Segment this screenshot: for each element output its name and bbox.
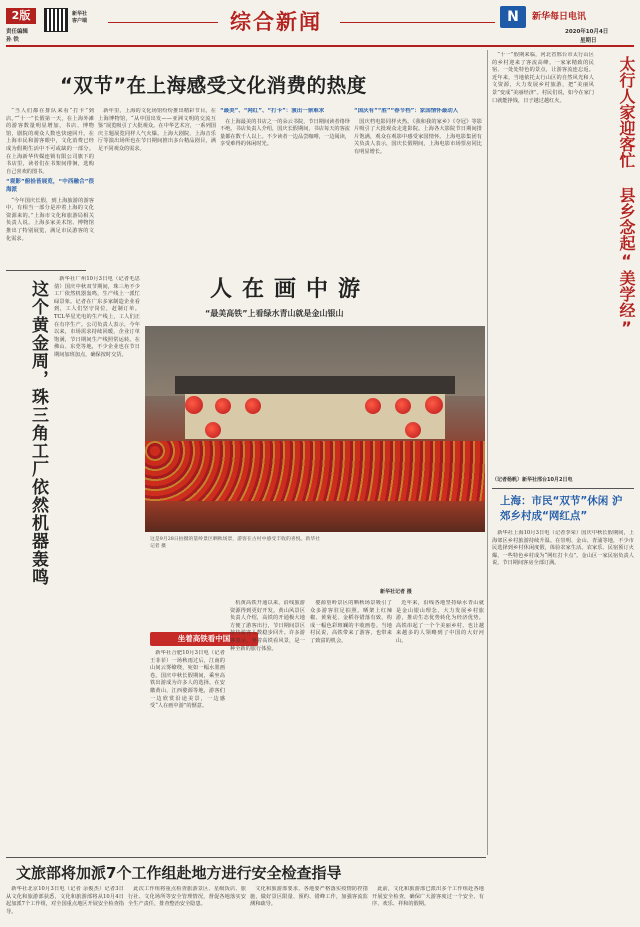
left-sidebar-rule xyxy=(6,270,86,271)
lantern-8 xyxy=(405,422,421,438)
feature-col-1 xyxy=(150,650,225,855)
left-sidebar-body xyxy=(54,276,140,856)
page-number: 2版 xyxy=(11,9,31,22)
lead-col-2-p1: 新年里，上海的文化场馆纷纷推出精彩节目。在上海博物馆，“从中国出发——亚洲文明的交流互鉴”展览吸引了大批观众。在中华艺术宫，一系列国庆主题展览同样人气火爆。上海大剧院、上海音乐厅等演出场所也在节日期间推出多台精品剧目，满足不同观众的需求。 xyxy=(98,108,216,152)
lead-col-2 xyxy=(98,108,216,268)
lantern-6 xyxy=(425,396,443,414)
lantern-7 xyxy=(205,422,221,438)
bottom-col-2 xyxy=(128,886,246,924)
feature-banner-label: 坐着高铁看中国 xyxy=(177,634,231,643)
lead-col-1-p2: “今年国庆长假，到上海旅游的游客中，有相当一部分是冲着上海的文化资源来的。”上海市文化和旅游局相关负责人说。上海多家美术馆、博物馆推出了特别展览，满足市民游客的文化需求。 xyxy=(6,197,94,242)
feature-col-3 xyxy=(310,600,392,855)
feature-photo-credit: 新华社记者 摄 xyxy=(380,589,412,595)
feature-subtitle: “最美高铁”上看绿水青山就是金山银山 xyxy=(205,309,344,318)
lantern-2 xyxy=(215,398,231,414)
lantern-5 xyxy=(395,398,411,414)
feature-col-2 xyxy=(230,600,305,855)
lantern-3 xyxy=(245,398,261,414)
lead-col-1 xyxy=(6,108,94,268)
logo-mark: N xyxy=(507,9,519,25)
right-sub-body xyxy=(492,530,634,855)
lead-col-1-p1: “当人们都在排队来看“打卡”到店。”“十一”长假第一天，在上海外滩的游客数量明显增加，书店、博物馆、剧院的观众人数也快速回升。在上海市民和游客眼中，文化消费已经成为假期生活中不可或缺的一部分。在上海新华传媒连锁有限公司旗下的书店里，读者们在书架间徘徊，选购自己喜欢的图书。 xyxy=(6,108,94,175)
right-column-credit: （记者杨帆）新华社邢台10月2日电 xyxy=(492,477,573,483)
lead-headline: “双节”在上海感受文化消费的热度 xyxy=(60,74,367,97)
bottom-col-3 xyxy=(250,886,368,924)
qr-caption: 新华社 客户端 xyxy=(72,11,88,24)
issue-weekday: 星期日 xyxy=(580,38,597,44)
lantern-1 xyxy=(185,396,203,414)
section-title: 综合新闻 xyxy=(230,10,322,34)
lead-subhead-1: “观影”俯拾皆展览，“中西融合”很海派 xyxy=(6,179,94,193)
feature-photo[interactable] xyxy=(145,326,485,532)
qr-code-icon[interactable] xyxy=(44,8,68,32)
lead-col-4-p1: 国庆档电影同样火热。《我和我的家乡》《夺冠》等影片吸引了大批观众走进影院。上海各大影院节日期间排片饱满，观众在观影中感受家国情怀。上海电影集团有关负责人表示，国庆长假期间，上海电影市场票房同比有明显增长。 xyxy=(354,118,482,155)
photo-foreground xyxy=(145,501,485,532)
lead-subhead-4: “国庆有”“胜”“春节档”：家国情怀最动人 xyxy=(354,108,459,114)
right-sub-body-text: 新华社上海10月3日电（记者李荣）国庆中秋长假期间，上海郊区乡村旅游持续升温。在崇明、金山、青浦等地，不少市民选择到乡村休闲度假，体验农家生活。农家乐、民宿预订火爆，一些特色乡村成为“网红打卡点”。金山区一家民宿负责人说，节日期间客房全部订满。 xyxy=(492,530,634,567)
right-column-rule xyxy=(492,488,634,489)
feature-col-3-text: 婺源篁岭景区的晒秋场景吸引了众多游客驻足拍照。晒架上红辣椒、黄菊花、金稻谷错落有致，构成一幅色彩斑斓的丰收画卷。当地村民说，高铁带来了游客，也带来了致富的机会。 xyxy=(310,600,392,644)
paper-name: 新华每日电讯 xyxy=(532,12,587,22)
photo-roof xyxy=(175,376,455,394)
bottom-col-2-text: 此次工作组将重点检查旅游景区、星级饭店、旅行社、文化场所等安全管理情况，督促各地落实安全生产责任，排查整治安全隐患。 xyxy=(128,886,246,908)
feature-col-4 xyxy=(396,600,484,855)
left-sidebar-body-text: 新华社广州10月3日电（记者毛思倩）国庆中秋双节期间，珠三角不少工厂依然机器轰鸣，生产线上一派忙碌景象。记者在广东多家制造企业看到，工人们坚守岗位，赶制订单。TCL华星光电的生产线上，工人们正在有序生产。公司负责人表示，今年以来，市场需求持续回暖，企业订单饱满，节日期间生产线照常运转。在佛山、东莞等地，不少企业也在节日期间加班加点，确保按时交货。 xyxy=(54,276,140,358)
feature-col-2-text: 杭黄高铁开通以来，沿线旅游资源得到更好开发。黄山风景区负责人介绍，高铁的开通极大地方便了游客出行，节日期间景区接待游客人数稳步回升。许多游客表示，坐着高铁看风景，是一种全新的旅行体验。 xyxy=(230,600,305,652)
feature-col-4-text: 近年来，沿线各地坚持绿水青山就是金山银山理念，大力发展乡村旅游，推动生态优势转化为经济优势。高铁串起了一个个美丽乡村，也让越来越多的人领略到了中国的大好河山。 xyxy=(396,600,484,644)
left-sidebar-headline: 这个黄金周，珠三角工厂依然机器轰鸣 xyxy=(28,280,48,586)
lead-col-3 xyxy=(220,108,350,268)
bottom-col-4-text: 此前，文化和旅游部已派出多个工作组赴各地开展安全检查，确保广大游客度过一个安全、有序、欢乐、祥和的假期。 xyxy=(372,886,484,908)
bottom-story-rule xyxy=(6,857,486,858)
right-sub-headline: 上海：市民“双节”休闲 沪郊乡村成“网红点” xyxy=(500,495,623,522)
bottom-col-3-text: 文化和旅游部要求，各地要严格落实疫情防控措施，做好景区限量、预约、错峰工作，加强客流监测和疏导。 xyxy=(250,886,368,908)
bottom-col-1 xyxy=(6,886,124,924)
page-number-badge xyxy=(6,8,36,24)
editor-label: 责任编辑 xyxy=(6,29,29,35)
masthead-divider xyxy=(6,45,634,47)
issue-date: 2020年10月4日 xyxy=(565,29,609,35)
paper-logo-icon xyxy=(500,6,526,28)
lantern-4 xyxy=(365,398,381,414)
right-column-divider xyxy=(487,50,488,855)
editor-name: 孙 铁 xyxy=(6,37,19,43)
feature-caption-text: 这是9月28日拍摄的篁岭景区晒秋场景，游客在古村中感受丰收的喜悦。新华社记者 摄 xyxy=(150,537,320,549)
right-column-headline: 太行人家迎客忙 县乡念起“美学经” xyxy=(617,56,636,337)
feature-headline: 人在画中游 xyxy=(210,277,371,302)
feature-col-1-text: 新华社合肥10月3日电（记者 王菲菲）一场秋雨过后，江南的山间云雾缭绕，宛如一幅水墨画卷。国庆中秋长假期间，乘坐高铁出游成为许多人的选择。在安徽黄山、江西婺源等地，游客们一边欣赏沿途美景，一边感受“人在画中游”的惬意。 xyxy=(150,650,225,710)
photo-drying-racks xyxy=(145,441,485,501)
masthead-rule-right xyxy=(340,22,495,23)
bottom-col-1-text: 新华社北京10月3日电（记者 余俊杰）记者3日从文化和旅游部获悉，文化和旅游部将从10月4日起加派7个工作组，对全国重点地区开展安全检查指导。 xyxy=(6,886,124,915)
lead-col-4 xyxy=(354,108,482,268)
bottom-col-4 xyxy=(372,886,484,924)
right-column-body-text: “十一”假期来临，河北省邢台市太行山区的乡村迎来了客流高峰。一家家精致的民宿、一处处特色的景点，让游客流连忘返。近年来，当地依托太行山区的自然风光和人文资源，大力发展乡村旅游，把“美丽风景”变成“美丽经济”。村民们说，如今在家门口就能挣钱，日子越过越红火。 xyxy=(492,52,594,104)
lead-subhead-3: “最美”、“网红”、“打卡”：演出一票难求 xyxy=(220,108,325,114)
masthead-rule-left xyxy=(108,22,218,23)
bottom-headline: 文旅部将加派7个工作组赴地方进行安全检查指导 xyxy=(16,864,342,882)
lead-col-3-p1: 在上海最美的书店之一的朵云书院，节日期间读者络绎不绝。书店负责人介绍，国庆长假期间，书店每天的客流量都在数千人以上。不少读者一边品尝咖啡，一边阅读，享受难得的休闲时光。 xyxy=(220,118,350,148)
masthead xyxy=(0,0,640,48)
right-column-body xyxy=(492,52,594,472)
